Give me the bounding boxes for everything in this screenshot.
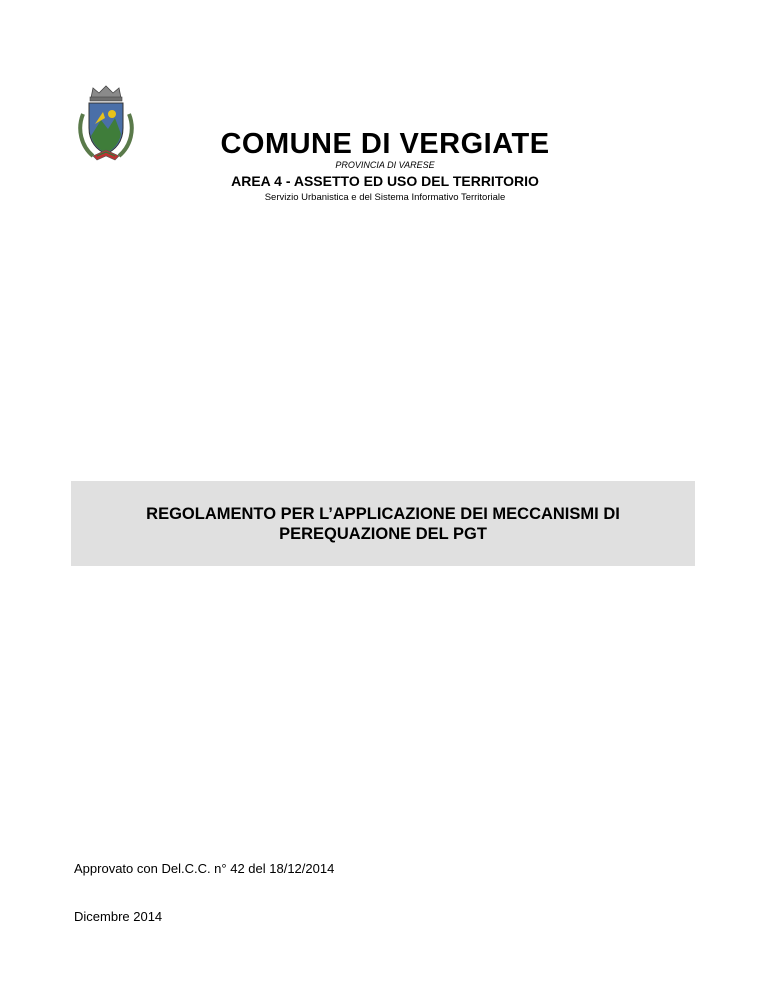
- coat-of-arms-icon: [75, 84, 137, 164]
- department-area: AREA 4 - ASSETTO ED USO DEL TERRITORIO: [231, 173, 539, 189]
- municipality-name: COMUNE DI VERGIATE: [220, 128, 550, 160]
- service-name: Servizio Urbanistica e del Sistema Informativo Territoriale: [264, 192, 506, 203]
- approval-note: Approvato con Del.C.C. n° 42 del 18/12/2014: [74, 861, 335, 876]
- document-date: Dicembre 2014: [74, 909, 163, 924]
- letterhead: [160, 128, 610, 205]
- document-title-line-1: REGOLAMENTO PER L’APPLICAZIONE DEI MECCANISMI DI: [146, 504, 620, 523]
- province-name: PROVINCIA DI VARESE: [335, 160, 435, 170]
- document-title-box: [71, 481, 695, 566]
- document-title-line-2: PEREQUAZIONE DEL PGT: [279, 524, 487, 543]
